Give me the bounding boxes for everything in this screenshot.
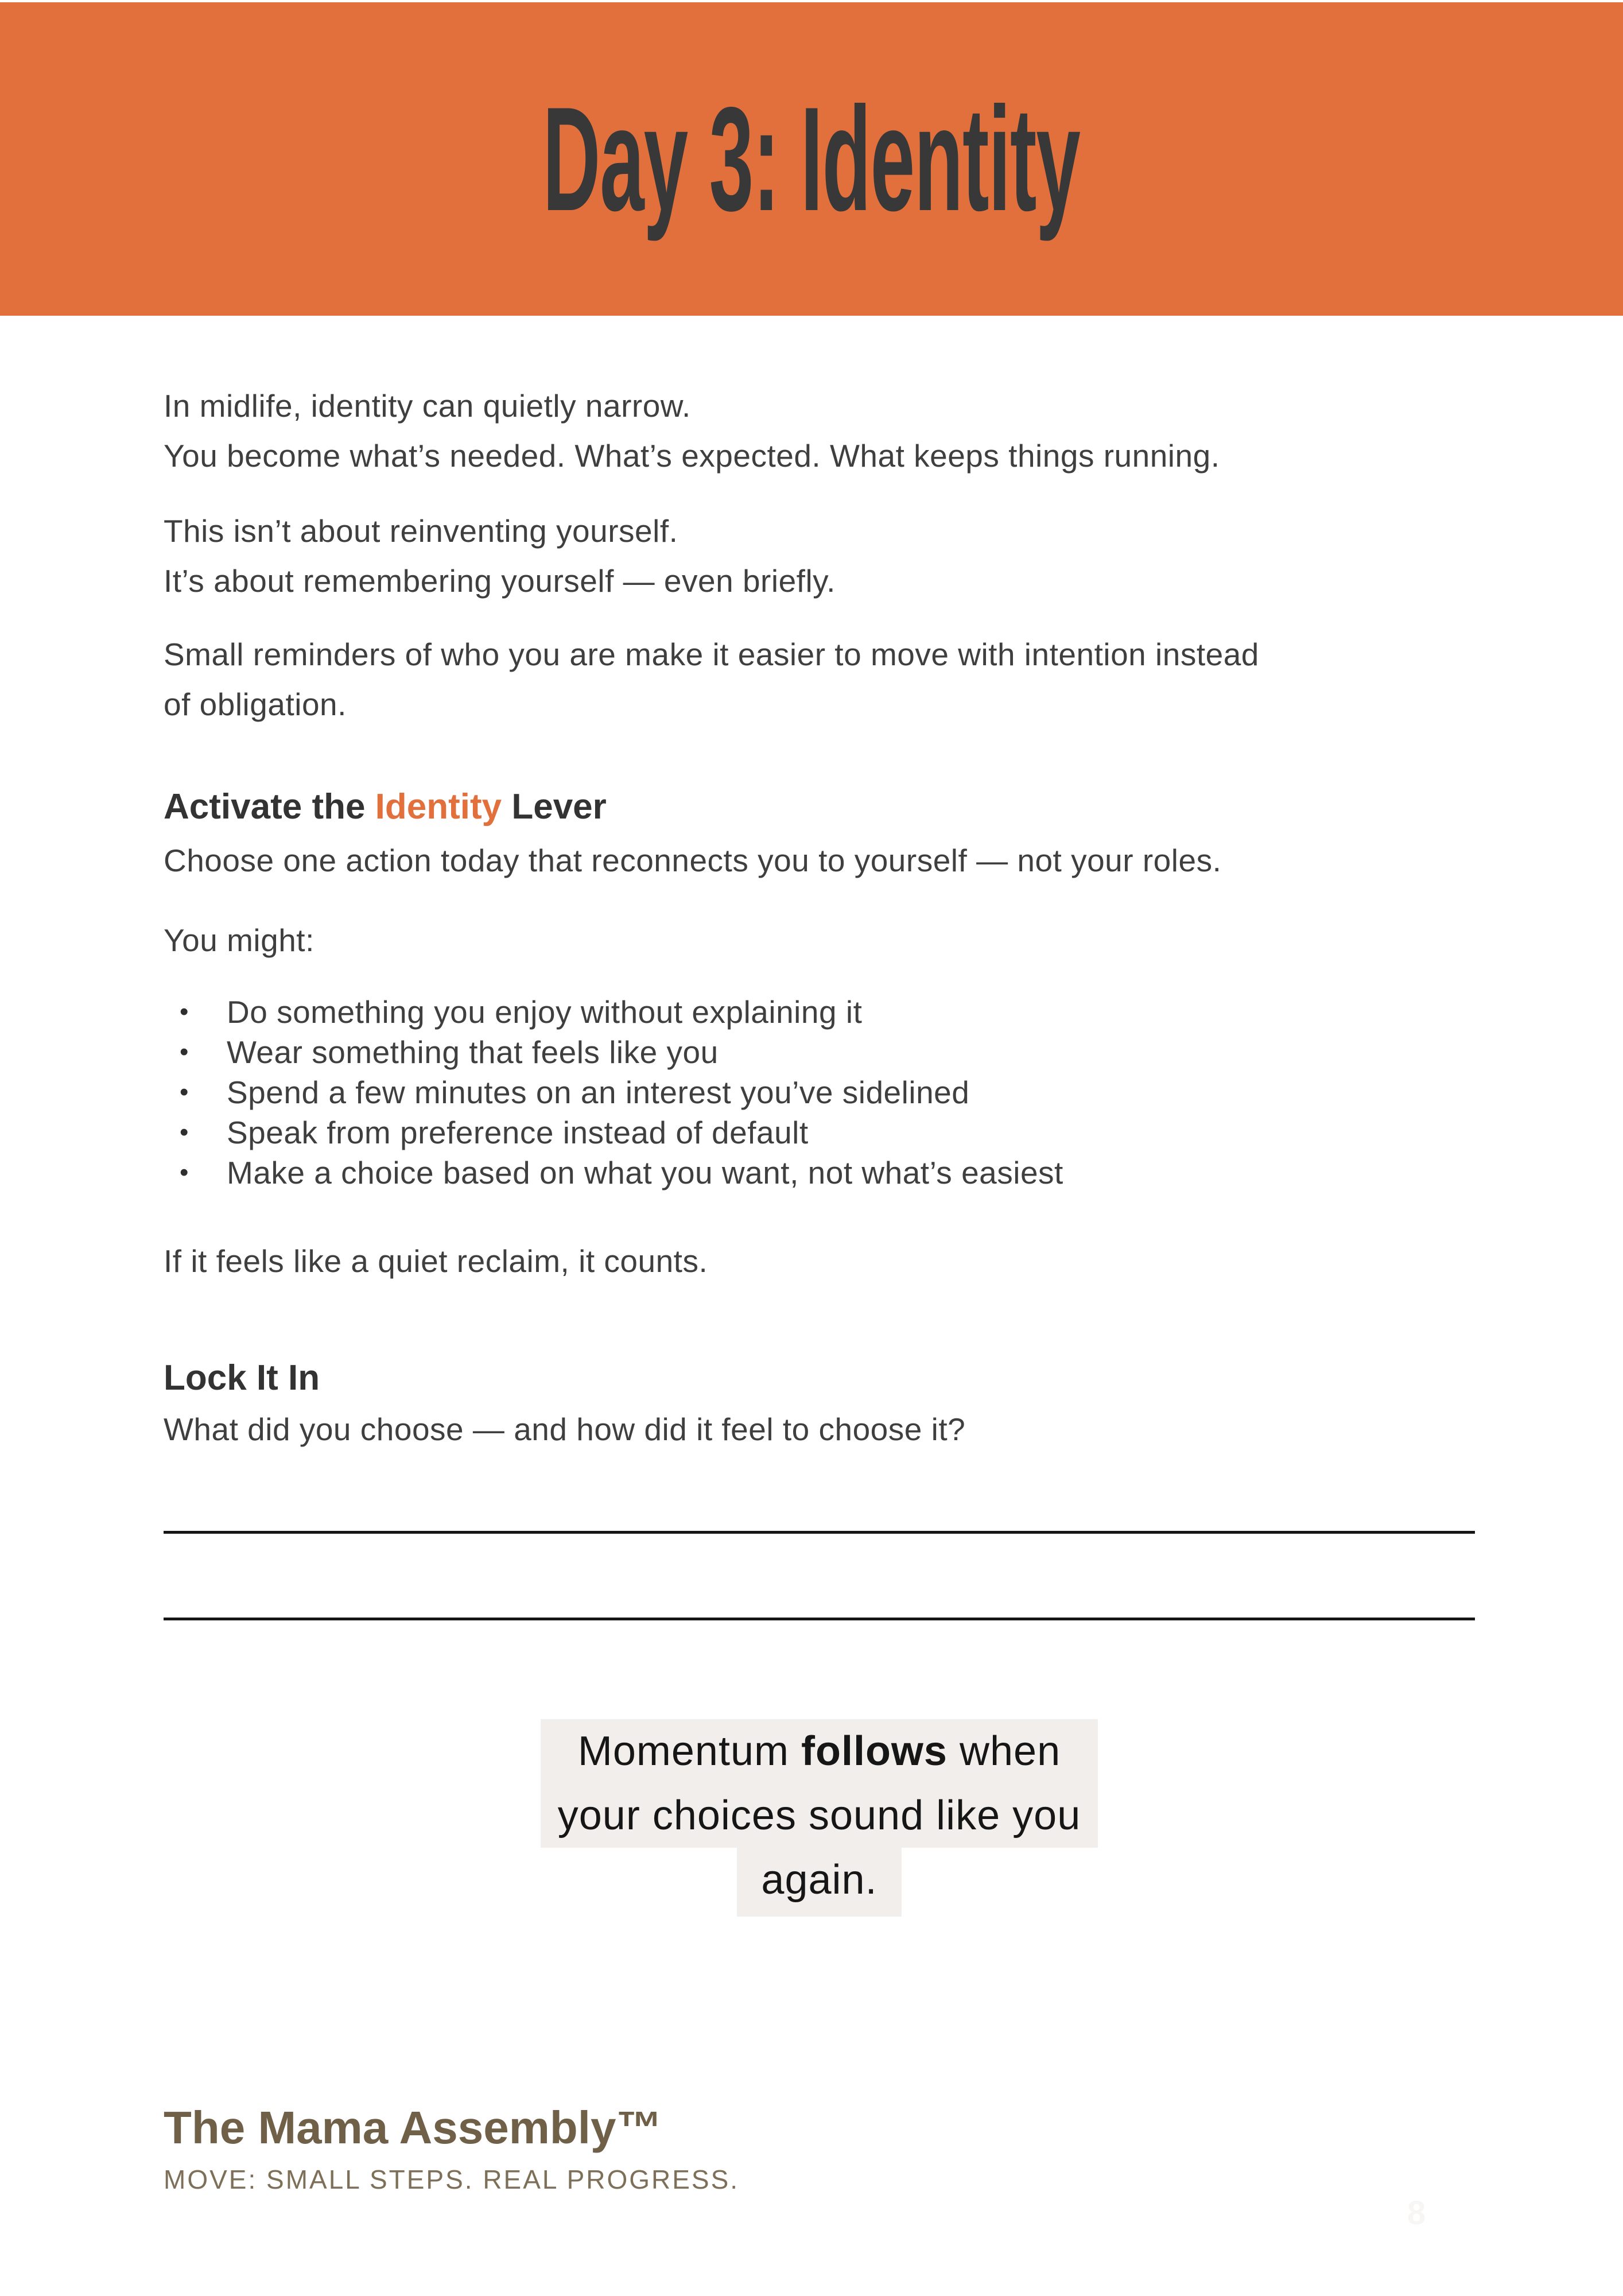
intro-p2-line1: This isn’t about reinventing yourself. (164, 513, 678, 549)
list-item (180, 1112, 1475, 1153)
quote-highlight-block (541, 1719, 1098, 1848)
activate-lever-heading (164, 784, 1475, 830)
momentum-quote (164, 1719, 1475, 1917)
bullet-icon: • (180, 1158, 189, 1186)
bullet-icon: • (180, 998, 189, 1026)
quote-line1-post: when (947, 1728, 1061, 1774)
list-item-label: Make a choice based on what you want, not what’s easiest (227, 1155, 1063, 1190)
bullet-icon: • (180, 1118, 189, 1146)
write-in-line-2 (164, 1618, 1475, 1620)
quote-highlight-tail (737, 1848, 901, 1917)
brand-footer (164, 2100, 1475, 2196)
write-in-line-1 (164, 1531, 1475, 1534)
list-item-label: Speak from preference instead of default (227, 1115, 809, 1150)
intro-paragraph-2 (164, 506, 1475, 606)
list-item (180, 1072, 1475, 1112)
page-number: 8 (1407, 2194, 1426, 2232)
bullet-icon: • (180, 1038, 189, 1066)
activate-heading-pre: Activate the (164, 787, 375, 827)
intro-p2-line2: It’s about remembering yourself — even briefly. (164, 563, 836, 599)
header-banner (0, 2, 1623, 316)
lock-it-in-heading: Lock It In (164, 1358, 320, 1398)
bullet-icon: • (180, 1078, 189, 1106)
list-item-label: Spend a few minutes on an interest you’ve sidelined (227, 1075, 970, 1110)
quote-line3: again. (761, 1857, 877, 1903)
list-item-label: Wear something that feels like you (227, 1034, 719, 1070)
activate-heading-post: Lever (502, 787, 607, 827)
intro-paragraph-1 (164, 381, 1475, 481)
list-item (180, 1153, 1475, 1193)
intro-paragraph-3 (164, 630, 1475, 730)
quote-line1-bold: follows (801, 1728, 948, 1774)
page-content (0, 381, 1623, 2196)
intro-p1-line2: You become what’s needed. What’s expected. What keeps things running. (164, 438, 1220, 474)
intro-p3-line1: Small reminders of who you are make it easier to move with intention instead (164, 637, 1259, 672)
activate-closing-text: If it feels like a quiet reclaim, it counts. (164, 1243, 708, 1279)
intro-p3-line2: of obligation. (164, 687, 347, 722)
page-title: Day 3: Identity (542, 76, 1081, 242)
suggestions-list (164, 992, 1475, 1193)
list-item (180, 1032, 1475, 1072)
brand-tagline: MOVE: SMALL STEPS. REAL PROGRESS. (164, 2165, 740, 2194)
quote-line1-pre: Momentum (577, 1728, 801, 1774)
quote-line2: your choices sound like you (557, 1793, 1081, 1839)
brand-name: The Mama Assembly™ (164, 2102, 662, 2153)
you-might-prompt: You might: (164, 922, 314, 958)
list-item-label: Do something you enjoy without explaining it (227, 994, 863, 1030)
activate-lead-text: Choose one action today that reconnects you to yourself — not your roles. (164, 843, 1222, 878)
intro-p1-line1: In midlife, identity can quietly narrow. (164, 388, 691, 424)
list-item (180, 992, 1475, 1032)
lock-question: What did you choose — and how did it feel to choose it? (164, 1411, 966, 1447)
activate-heading-highlight: Identity (375, 787, 502, 827)
